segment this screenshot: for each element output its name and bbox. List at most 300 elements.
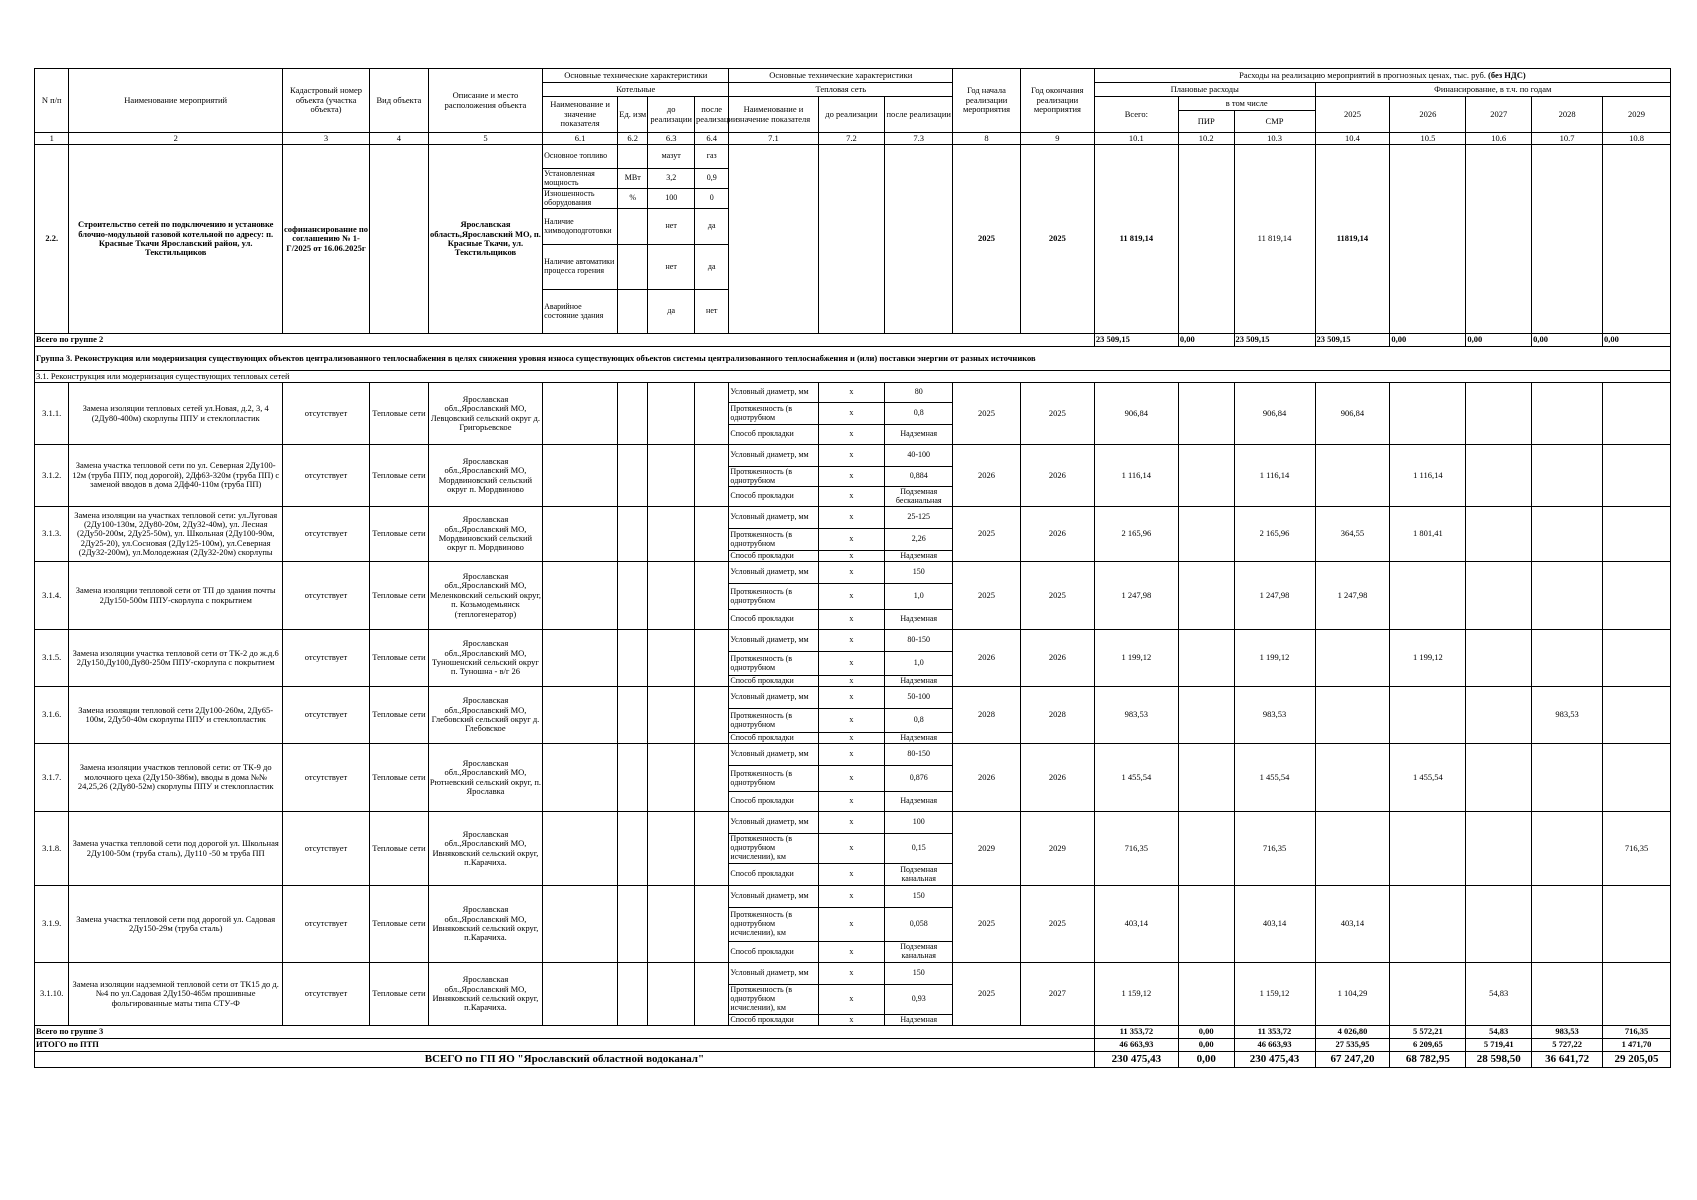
net-param-name: Способ прокладки: [729, 610, 818, 630]
net-param-name: Способ прокладки: [729, 792, 818, 812]
row-y2028: [1532, 383, 1603, 445]
row-cadastral: отсутствует: [283, 562, 370, 630]
boiler-after-empty: [694, 812, 728, 886]
summary-total-y2028: 5 727,22: [1532, 1039, 1603, 1052]
boiler-param-unit: %: [618, 189, 648, 209]
net-param-before: х: [818, 886, 885, 908]
row-y2029: [1603, 630, 1671, 687]
net-param-name: Способ прокладки: [729, 864, 818, 886]
row-name: Замена изоляции тепловых сетей ул.Новая, д.2, 3, 4 (2Ду80-400м) скорлупы ППУ и стеклопластик: [69, 383, 283, 445]
boiler-param-empty: [543, 562, 618, 630]
boiler-before-empty: [648, 445, 695, 507]
boiler-param-before: 3,2: [648, 169, 695, 189]
row-smr: 983,53: [1234, 687, 1315, 744]
net-param-name: Способ прокладки: [729, 487, 818, 507]
grand-total-pir: 0,00: [1178, 1052, 1234, 1068]
row-y2027: [1466, 812, 1532, 886]
summary-total-row: [35, 1026, 1671, 1039]
costs-title: Расходы на реализацию мероприятий в прогнозных ценах, тыс. руб.: [1239, 69, 1486, 80]
net-before-empty: [818, 145, 885, 334]
net-param-after: 150: [885, 886, 953, 908]
boiler-after-empty: [694, 886, 728, 963]
net-param-name: Способ прокладки: [729, 733, 818, 744]
net-param-before: х: [818, 963, 885, 985]
row-y2025: 11819,14: [1315, 145, 1390, 334]
row-object-type: Тепловые сети: [370, 812, 429, 886]
row-pir: [1178, 963, 1234, 1026]
row-year-end: 2025: [1020, 383, 1094, 445]
summary-total-smr: 46 663,93: [1234, 1039, 1315, 1052]
summary-total-pir: 0,00: [1178, 1026, 1234, 1039]
col-number: 7.1: [729, 133, 818, 145]
boiler-param-empty: [543, 744, 618, 812]
row-name: Замена изоляции участков тепловой сети: от ТК-9 до молочного цеха (2Ду150-386м), вводы в дома №№ 24,25,26 (2Ду80-52м) скорлупы ППУ и стеклопластик: [69, 744, 283, 812]
net-param-name: Протяженность (в однотрубном: [729, 467, 818, 487]
row-y2029: [1603, 963, 1671, 1026]
row-number: 2.2.: [35, 145, 69, 334]
row-y2026: [1390, 562, 1466, 630]
row-y2026: 1 199,12: [1390, 630, 1466, 687]
net-param-name: Протяженность (в однотрубном: [729, 766, 818, 792]
row-y2028: [1532, 812, 1603, 886]
boiler-param-unit: [618, 245, 648, 290]
col-header-2026: 2026: [1390, 97, 1466, 133]
net-param-name: Условный диаметр, мм: [729, 445, 818, 467]
row-total: 906,84: [1094, 383, 1178, 445]
net-param-before: х: [818, 1015, 885, 1026]
row-object-type: [370, 145, 429, 334]
boiler-param-after: 0: [694, 189, 728, 209]
net-param-before: х: [818, 744, 885, 766]
boiler-param-before: нет: [648, 245, 695, 290]
summary-total-smr: 11 353,72: [1234, 1026, 1315, 1039]
row-year-end: 2026: [1020, 507, 1094, 562]
net-param-after: 0,8: [885, 403, 953, 425]
row-name: Замена изоляции тепловой сети от ТП до здания почты 2Ду150-500м ППУ-скорлупа с покрытием: [69, 562, 283, 630]
row-year-start: 2026: [953, 445, 1021, 507]
subgroup31-title-row: [35, 371, 1671, 383]
row-description: Ярославская область,Ярославский МО, п. Красные Ткачи, ул. Текстильщиков: [428, 145, 542, 334]
boiler-after-empty: [694, 630, 728, 687]
row-cadastral: отсутствует: [283, 812, 370, 886]
group3-title: Группа 3. Реконструкция или модернизация существующих объектов централизованного теплоснабжения в целях снижения уровня износа существующих объектов системы централизованного теплоснабжения и (или) поставки энергии от разных источников: [35, 347, 1671, 371]
table-row: [35, 812, 1671, 834]
row-smr: 1 455,54: [1234, 744, 1315, 812]
row-name: Замена участка тепловой сети под дорогой ул. Школьная 2Ду100-50м (труба сталь), Ду110 -50 м труба ПП: [69, 812, 283, 886]
grand-total-label: ВСЕГО по ГП ЯО "Ярославский областной водоканал": [35, 1052, 1095, 1068]
row-number: 3.1.7.: [35, 744, 69, 812]
row-pir: [1178, 507, 1234, 562]
net-param-name: Условный диаметр, мм: [729, 744, 818, 766]
row-y2026: [1390, 383, 1466, 445]
net-param-after: 150: [885, 562, 953, 584]
col-number: 10.8: [1603, 133, 1671, 145]
net-param-before: х: [818, 630, 885, 652]
row-y2025: 364,55: [1315, 507, 1390, 562]
col-header-2025: 2025: [1315, 97, 1390, 133]
net-param-after: 80: [885, 383, 953, 403]
net-param-after: 0,15: [885, 834, 953, 864]
summary-total-y2029: 716,35: [1603, 1026, 1671, 1039]
row-y2028: [1532, 507, 1603, 562]
boiler-before-empty: [648, 744, 695, 812]
row-pir: [1178, 744, 1234, 812]
boiler-before-empty: [648, 630, 695, 687]
row-year-start: 2029: [953, 812, 1021, 886]
net-param-name: Условный диаметр, мм: [729, 886, 818, 908]
row-y2027: [1466, 145, 1532, 334]
net-param-before: х: [818, 551, 885, 562]
row-year-start: 2025: [953, 145, 1021, 334]
col-header-name: Наименование мероприятий: [69, 69, 283, 133]
row-y2025: 906,84: [1315, 383, 1390, 445]
net-param-name: Способ прокладки: [729, 551, 818, 562]
row-description: Ярославская обл.,Ярославский МО, Ивняковский сельский округ, п.Карачиха.: [428, 812, 542, 886]
boiler-param-name: Основное топливо: [543, 145, 618, 169]
row-y2026: [1390, 145, 1466, 334]
net-param-before: х: [818, 403, 885, 425]
group2-smr: 23 509,15: [1234, 334, 1315, 347]
grand-total-y2025: 67 247,20: [1315, 1052, 1390, 1068]
row-smr: 11 819,14: [1234, 145, 1315, 334]
row-y2027: [1466, 445, 1532, 507]
boiler-param-unit: [618, 209, 648, 245]
net-param-after: 0,8: [885, 709, 953, 733]
boiler-before-empty: [648, 812, 695, 886]
row-y2026: [1390, 812, 1466, 886]
col-header-pir: ПИР: [1178, 111, 1234, 133]
boiler-unit-empty: [618, 886, 648, 963]
group2-total: 23 509,15: [1094, 334, 1178, 347]
col-number: 7.2: [818, 133, 885, 145]
col-header-year-start: Год начала реализации мероприятия: [953, 69, 1021, 133]
row-number: 3.1.1.: [35, 383, 69, 445]
col-header-tech-network: Основные технические характеристики: [729, 69, 953, 83]
row-year-start: 2025: [953, 507, 1021, 562]
row-name: Замена участка тепловой сети по ул. Северная 2Ду100-12м (труба ППУ, под дорогой), 2Дф63-320м (труба ПП) с заменой вводов в дома 2Дф40-110м (труба ПП): [69, 445, 283, 507]
grand-total-smr: 230 475,43: [1234, 1052, 1315, 1068]
row-number: 3.1.4.: [35, 562, 69, 630]
row-number: 3.1.9.: [35, 886, 69, 963]
net-param-name: Протяженность (в однотрубном: [729, 584, 818, 610]
summary-total-pir: 0,00: [1178, 1039, 1234, 1052]
row-year-start: 2026: [953, 744, 1021, 812]
row-object-type: Тепловые сети: [370, 630, 429, 687]
boiler-after-empty: [694, 687, 728, 744]
net-param-name: Условный диаметр, мм: [729, 507, 818, 529]
net-param-after: 0,058: [885, 908, 953, 942]
row-number: 3.1.8.: [35, 812, 69, 886]
boiler-param-empty: [543, 812, 618, 886]
row-y2025: 1 104,29: [1315, 963, 1390, 1026]
summary-total-y2026: 5 572,21: [1390, 1026, 1466, 1039]
net-param-name: Способ прокладки: [729, 1015, 818, 1026]
net-param-after: Надземная: [885, 425, 953, 445]
col-number: 10.2: [1178, 133, 1234, 145]
row-description: Ярославская обл.,Ярославский МО, Левцовский сельский округ д. Григорьевское: [428, 383, 542, 445]
boiler-param-empty: [543, 963, 618, 1026]
boiler-param-name: Наличие химводоподготовки: [543, 209, 618, 245]
table-row: [35, 383, 1671, 403]
row-total: 1 455,54: [1094, 744, 1178, 812]
col-header-boiler-param: Наименование и значение показателя: [543, 97, 618, 133]
summary-total-y2025: 27 535,95: [1315, 1039, 1390, 1052]
boiler-param-unit: [618, 145, 648, 169]
net-param-after: Надземная: [885, 610, 953, 630]
table-row: [35, 445, 1671, 467]
row-total: 716,35: [1094, 812, 1178, 886]
row-smr: 906,84: [1234, 383, 1315, 445]
boiler-unit-empty: [618, 507, 648, 562]
col-number: 1: [35, 133, 69, 145]
col-header-total: Всего:: [1094, 97, 1178, 133]
row-year-start: 2026: [953, 630, 1021, 687]
boiler-param-empty: [543, 630, 618, 687]
col-number: 4: [370, 133, 429, 145]
net-param-empty: [729, 145, 818, 334]
boiler-before-empty: [648, 507, 695, 562]
boiler-after-empty: [694, 963, 728, 1026]
net-param-after: Надземная: [885, 1015, 953, 1026]
net-param-after: Надземная: [885, 676, 953, 687]
col-header-2027: 2027: [1466, 97, 1532, 133]
boiler-after-empty: [694, 445, 728, 507]
boiler-param-unit: [618, 290, 648, 334]
row-smr: 1 116,14: [1234, 445, 1315, 507]
group2-y2029: 0,00: [1603, 334, 1671, 347]
table-row: [35, 886, 1671, 908]
boiler-unit-empty: [618, 963, 648, 1026]
group2-total-row: [35, 334, 1671, 347]
row-y2029: [1603, 562, 1671, 630]
boiler-param-before: нет: [648, 209, 695, 245]
row-object-type: Тепловые сети: [370, 562, 429, 630]
net-param-name: Протяженность (в однотрубном: [729, 529, 818, 551]
net-param-after: 150: [885, 963, 953, 985]
summary-total-y2027: 5 719,41: [1466, 1039, 1532, 1052]
summary-total-label: ИТОГО по ПТП: [35, 1039, 1095, 1052]
row-year-end: 2029: [1020, 812, 1094, 886]
boiler-unit-empty: [618, 687, 648, 744]
boiler-param-before: мазут: [648, 145, 695, 169]
row-year-end: 2025: [1020, 145, 1094, 334]
net-param-before: х: [818, 687, 885, 709]
row-smr: 1 159,12: [1234, 963, 1315, 1026]
col-header-tech-boilers: Основные технические характеристики: [543, 69, 729, 83]
row-cadastral: отсутствует: [283, 630, 370, 687]
row-number: 3.1.5.: [35, 630, 69, 687]
col-number: 10.7: [1532, 133, 1603, 145]
row-y2028: [1532, 744, 1603, 812]
row-cadastral: софинансирование по соглашению № 1-Г/2025 от 16.06.2025г: [283, 145, 370, 334]
row-number: 3.1.2.: [35, 445, 69, 507]
col-header-description: Описание и место расположения объекта: [428, 69, 542, 133]
row-object-type: Тепловые сети: [370, 383, 429, 445]
investment-program-table: [34, 68, 1671, 1068]
boiler-unit-empty: [618, 445, 648, 507]
table-row: [35, 744, 1671, 766]
row-cadastral: отсутствует: [283, 963, 370, 1026]
col-header-financing: Финансирование, в т.ч. по годам: [1315, 83, 1670, 97]
row-y2029: [1603, 445, 1671, 507]
row-y2025: 403,14: [1315, 886, 1390, 963]
boiler-param-name: Установленная мощность: [543, 169, 618, 189]
col-number: 8: [953, 133, 1021, 145]
row-object-type: Тепловые сети: [370, 744, 429, 812]
row-pir: [1178, 562, 1234, 630]
boiler-param-after: да: [694, 209, 728, 245]
net-after-empty: [885, 145, 953, 334]
summary-total-y2026: 6 209,65: [1390, 1039, 1466, 1052]
net-param-name: Условный диаметр, мм: [729, 963, 818, 985]
col-header-2029: 2029: [1603, 97, 1671, 133]
row-y2029: [1603, 145, 1671, 334]
col-number: 10.5: [1390, 133, 1466, 145]
net-param-before: х: [818, 507, 885, 529]
boiler-unit-empty: [618, 383, 648, 445]
net-param-after: Подземная бесканальная: [885, 487, 953, 507]
net-param-after: 2,26: [885, 529, 953, 551]
col-header-smr: СМР: [1234, 111, 1315, 133]
net-param-after: 25-125: [885, 507, 953, 529]
row-cadastral: отсутствует: [283, 744, 370, 812]
net-param-before: х: [818, 864, 885, 886]
group2-y2025: 23 509,15: [1315, 334, 1390, 347]
row-y2025: 1 247,98: [1315, 562, 1390, 630]
row-y2026: 1 455,54: [1390, 744, 1466, 812]
col-header-boiler-after: после реализации: [694, 97, 728, 133]
row-y2029: [1603, 744, 1671, 812]
col-header-net-before: до реализации: [818, 97, 885, 133]
net-param-name: Протяженность (в однотрубном: [729, 709, 818, 733]
boiler-before-empty: [648, 886, 695, 963]
row-y2029: [1603, 507, 1671, 562]
row-total: 11 819,14: [1094, 145, 1178, 334]
net-param-name: Протяженность (в однотрубном исчислении), км: [729, 834, 818, 864]
net-param-name: Протяженность (в однотрубном исчислении), км: [729, 908, 818, 942]
col-number: 2: [69, 133, 283, 145]
net-param-after: 1,0: [885, 584, 953, 610]
boiler-param-empty: [543, 687, 618, 744]
row-number: 3.1.10.: [35, 963, 69, 1026]
row-y2027: [1466, 383, 1532, 445]
col-header-net-param: Наименование и значение показателя: [729, 97, 818, 133]
net-param-before: х: [818, 733, 885, 744]
column-numbers-row: [35, 133, 1671, 145]
net-param-after: 0,93: [885, 985, 953, 1015]
col-header-heat-network: Тепловая сеть: [729, 83, 953, 97]
col-header-2028: 2028: [1532, 97, 1603, 133]
col-header-planned: Плановые расходы: [1094, 83, 1315, 97]
summary-total-label: Всего по группе 3: [35, 1026, 1095, 1039]
boiler-param-after: 0,9: [694, 169, 728, 189]
row-y2028: [1532, 562, 1603, 630]
row-description: Ярославская обл.,Ярославский МО, Мордвиновский сельский округ п. Мордвиново: [428, 507, 542, 562]
net-param-before: х: [818, 584, 885, 610]
summary-total-total: 11 353,72: [1094, 1026, 1178, 1039]
grand-total-row: [35, 1052, 1671, 1068]
row-y2027: [1466, 630, 1532, 687]
row-total: 2 165,96: [1094, 507, 1178, 562]
row-pir: [1178, 145, 1234, 334]
boiler-after-empty: [694, 744, 728, 812]
row-y2026: [1390, 886, 1466, 963]
boiler-param-name: Наличие автоматики процесса горения: [543, 245, 618, 290]
col-header-boiler-unit: Ед. изм: [618, 97, 648, 133]
net-param-after: 80-150: [885, 744, 953, 766]
net-param-after: 100: [885, 812, 953, 834]
net-param-before: х: [818, 908, 885, 942]
boiler-before-empty: [648, 687, 695, 744]
net-param-before: х: [818, 445, 885, 467]
row-total: 1 199,12: [1094, 630, 1178, 687]
boiler-unit-empty: [618, 812, 648, 886]
row-cadastral: отсутствует: [283, 687, 370, 744]
col-number: 6.2: [618, 133, 648, 145]
row-year-end: 2026: [1020, 630, 1094, 687]
row-y2025: [1315, 445, 1390, 507]
net-param-name: Условный диаметр, мм: [729, 383, 818, 403]
net-param-before: х: [818, 792, 885, 812]
row-object-type: Тепловые сети: [370, 445, 429, 507]
row-name: Замена изоляции на участках тепловой сети: ул.Луговая (2Ду100-130м, 2Ду80-20м, 2Ду32-40м), ул. Лесная (2Ду50-200м, 2Ду25-50м), ул. Школьная (2Ду100-90м, 2Ду25-20), ул.Сосновая (2Ду125-100м), ул.Северная (2Ду32-200м), ул.Молодежная (2Ду32-20м) скорлупы: [69, 507, 283, 562]
col-number: 6.3: [648, 133, 695, 145]
boiler-after-empty: [694, 507, 728, 562]
costs-title-bold: (без НДС): [1488, 69, 1526, 80]
row-y2026: [1390, 687, 1466, 744]
grand-total-y2029: 29 205,05: [1603, 1052, 1671, 1068]
row-y2026: 1 116,14: [1390, 445, 1466, 507]
boiler-before-empty: [648, 963, 695, 1026]
row-pir: [1178, 886, 1234, 963]
col-number: 3: [283, 133, 370, 145]
row-y2029: [1603, 383, 1671, 445]
net-param-before: х: [818, 529, 885, 551]
summary-total-total: 46 663,93: [1094, 1039, 1178, 1052]
grand-total-total: 230 475,43: [1094, 1052, 1178, 1068]
net-param-after: 0,876: [885, 766, 953, 792]
table-row: [35, 687, 1671, 709]
row-smr: 2 165,96: [1234, 507, 1315, 562]
boiler-param-after: да: [694, 245, 728, 290]
row-y2029: [1603, 687, 1671, 744]
row-y2029: 716,35: [1603, 812, 1671, 886]
grand-total-y2028: 36 641,72: [1532, 1052, 1603, 1068]
col-number: 10.1: [1094, 133, 1178, 145]
row-name: Строительство сетей по подключению и установке блочно-модульной газовой котельной по адресу: п. Красные Ткачи Ярославский район, ул. Текстильщиков: [69, 145, 283, 334]
table-row: [35, 562, 1671, 584]
net-param-after: Надземная: [885, 551, 953, 562]
boiler-param-after: нет: [694, 290, 728, 334]
net-param-name: Способ прокладки: [729, 942, 818, 963]
net-param-after: 50-100: [885, 687, 953, 709]
summary-total-y2027: 54,83: [1466, 1026, 1532, 1039]
col-header-costs: [1094, 69, 1670, 83]
row-number: 3.1.3.: [35, 507, 69, 562]
boiler-param-empty: [543, 886, 618, 963]
row-description: Ярославская обл.,Ярославский МО, Глебовский сельский округ д. Глебовское: [428, 687, 542, 744]
col-number: 5: [428, 133, 542, 145]
row-total: 1 159,12: [1094, 963, 1178, 1026]
group2-y2026: 0,00: [1390, 334, 1466, 347]
col-number: 10.4: [1315, 133, 1390, 145]
row-pir: [1178, 445, 1234, 507]
boiler-before-empty: [648, 383, 695, 445]
boiler-after-empty: [694, 383, 728, 445]
row-description: Ярославская обл.,Ярославский МО, Мордвиновский сельский округ п. Мордвиново: [428, 445, 542, 507]
boiler-unit-empty: [618, 630, 648, 687]
boiler-unit-empty: [618, 744, 648, 812]
